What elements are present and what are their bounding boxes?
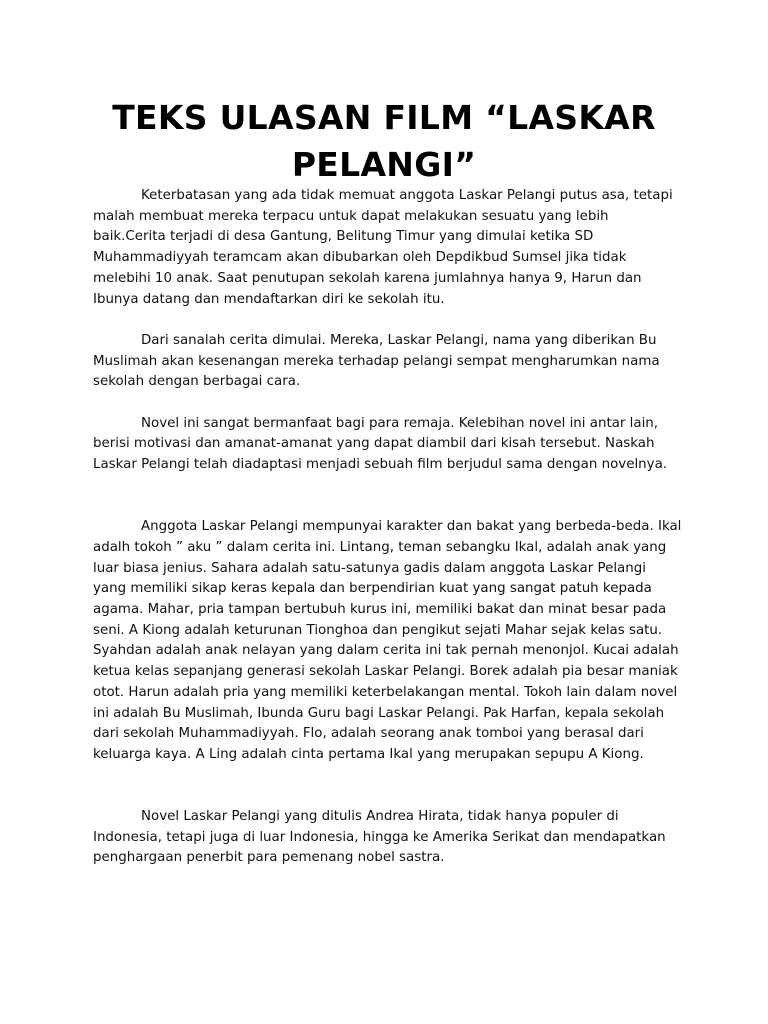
- paragraph-3: Novel ini sangat bermanfaat bagi para remaja. Kelebihan novel ini antar lain, berisi motivasi dan amanat-amanat yang dapat diambil dari kisah tersebut. Naskah Laskar Pelangi telah diadaptasi menjadi sebuah film berjudul sama dengan novelnya.: [93, 415, 668, 473]
- paragraph-5: Novel Laskar Pelangi yang ditulis Andrea Hirata, tidak hanya populer di Indonesia, tetapi juga di luar Indonesia, hingga ke Amerika Serikat dan mendapatkan penghargaan penerbit para pemenang nobel sastra.: [93, 809, 666, 866]
- paragraph-1: Keterbatasan yang ada tidak memuat anggota Laskar Pelangi putus asa, tetapi malah membuat mereka terpacu untuk dapat melakukan sesuatu yang lebih baik.Cerita terjadi di desa Gantung, Belitung Timur yang dimulai ketika SD Muhammadiyyah teramcam akan dibubarkan oleh Depdikbud Sumsel jika tidak melebihi 10 anak. Saat penutupan sekolah karena jumlahnya hanya 9, Harun dan Ibunya datang dan mendaftarkan diri ke sekolah itu.: [93, 188, 673, 307]
- document-title: TEKS ULASAN FILM “LASKAR PELANGI”: [112, 98, 656, 184]
- document-body: [93, 186, 683, 869]
- paragraph-4: Anggota Laskar Pelangi mempunyai karakter dan bakat yang berbeda-beda. Ikal adalh tokoh ” aku ” dalam cerita ini. Lintang, teman sebangku Ikal, adalah anak yang luar biasa jenius. Sahara adalah satu-satunya gadis dalam anggota Laskar Pelangi yang memiliki sikap keras kepala dan berpendirian kuat yang sangat patuh kepada agama. Mahar, pria tampan bertubuh kurus ini, memiliki bakat dan minat besar pada seni. A Kiong adalah keturunan Tionghoa dan pengikut sejati Mahar sejak kelas satu. Syahdan adalah anak nelayan yang dalam cerita ini tak pernah menonjol. Kucai adalah ketua kelas sepanjang generasi sekolah Laskar Pelangi. Borek adalah pia besar maniak otot. Harun adalah pria yang memiliki keterbelakangan mental. Tokoh lain dalam novel ini adalah Bu Muslimah, Ibunda Guru bagi Laskar Pelangi. Pak Harfan, kepala sekolah dari sekolah Muhammadiyyah. Flo, adalah seorang anak tomboi yang berasal dari keluarga kaya. A Ling adalah cinta pertama Ikal yang merupakan sepupu A Kiong.: [93, 519, 682, 762]
- paragraph-2: Dari sanalah cerita dimulai. Mereka, Laskar Pelangi, nama yang diberikan Bu Muslimah akan kesenangan mereka terhadap pelangi sempat mengharumkan nama sekolah dengan berbagai cara.: [93, 332, 660, 390]
